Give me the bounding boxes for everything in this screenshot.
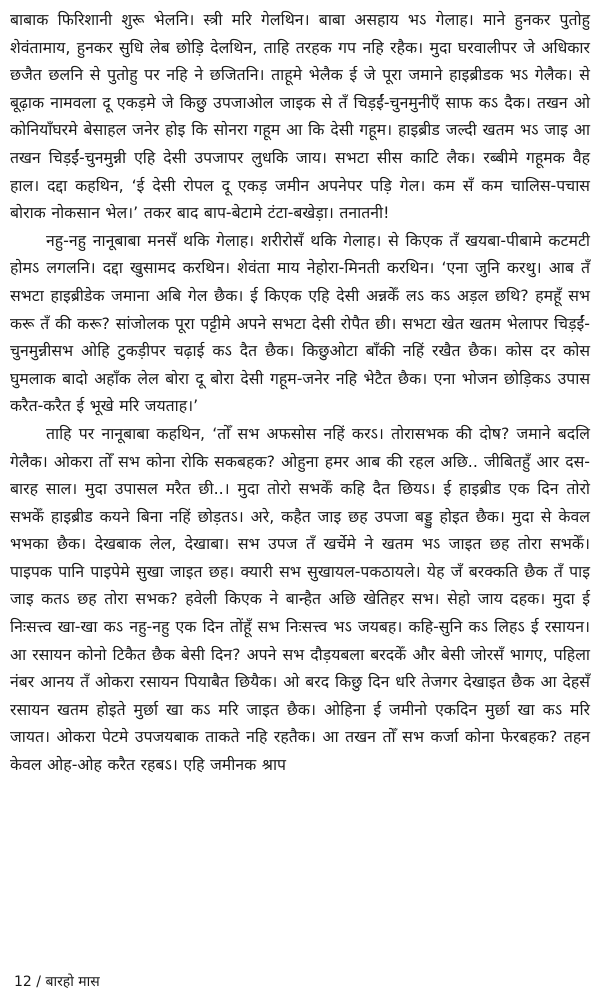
paragraph-2: नहु-नहु नानूबाबा मनसँ थकि गेलाह। शरीरोसँ थकि गेलाह। से किएक तँ खयबा-पीबामे कटमटी होमऽ लगलनि। दद्दा खुसामद करथिन। शेवंता माय नेहोरा-मिनती करथिन। ‘एना जुनि करथु। आब तँ सभटा हाइब्रीडेक जमाना अबि गेल छैक। ई किएक एहि देसी अन्नकेँ लऽ कऽ अड़ल छथि? हमहूँ सभ करू तँ की करू? सांजोलक पूरा पट्टीमे अपने सभटा देसी रोपैत छी। सभटा खेत खतम भेलापर चिड़ईं-चुनमुन्नीसभ ओहि टुकड़ीपर चढ़ाई कऽ दैत छैक। किछुओटा बाँकी नहिं रखैत छैक। कोस दर कोस घुमलाक बादो अहाँक लेल बोरा दू बोरा देसी गहूम-जनेर नहि भेटैत छैक। एना भोजन छोड़िकऽ उपास करैत-करैत ई भूखे मरि जयताह।’ — [10, 230, 590, 416]
page-footer — [14, 972, 100, 992]
book-title: बारहो मास — [45, 974, 100, 990]
footer-separator: / — [36, 974, 41, 990]
page-body-text — [10, 6, 590, 779]
paragraph-3: ताहि पर नानूबाबा कहथिन, ‘तोँ सभ अफसोस नहिं करऽ। तोरासभक की दोष? जमाने बदलि गेलैक। ओकरा तोँ सभ कोना रोकि सकबहक? ओहुना हमर आब की रहल अछि.. जीबितहुँ आर दस-बारह साल। मुदा उपासल मरैत छी..। मुदा तोरो सभकेँ कहि दैत छियऽ। ई हाइब्रीड एक दिन तोरो सभकेँ हाइब्रीड कयने बिना नहिं छोड़तऽ। अरे, कहैत जाइ छह उपजा बड्डु होइत छैक। मुदा से केवल भभका छैक। देखबाक लेल, देखाबा। सभ उपज तँ खर्चेमे ने खतम भऽ जाइत छह तोरा सभकेँ। पाइपक पानि पाइपेमे सुखा जाइत छह। क्यारी सभ सुखायल-पकठायले। येह जँ बरक्कति छैक तँ पाइ जाइ कतऽ छह तोरा सभक? हवेली किएक ने बान्हैत अछि खेतिहर सभ। सेहो जाय दहक। मुदा ई निःसत्त्व खा-खा कऽ नहु-नहु एक दिन तोंहूँ सभ निःसत्त्व भऽ जयबह। कहि-सुनि कऽ लिहऽ ई रसायन। आ रसायन कोनो टिकैत छैक बेसी दिन? अपने सभ दौड़यबला बरदकेँ और बेसी जोरसँ भागए, पहिला नंबर आनय तँ ओकरा रसायन पियाबैत छियैक। ओ बरद किछु दिन धरि तेजगर देखाइत छैक आ देहसँ रसायन खतम होइते मुर्छा खा कऽ मरि जाइत छैक। ओहिना ई जमीनो एकदिन मुर्छा खा कऽ मरि जायत। ओकरा पेटमे उपजयबाक ताकते नहि रहतैक। आ तखन तोँ सभ कर्जा कोना फेरबहक? तहन केवल ओह-ओह करैत रहबऽ। एहि जमीनक श्राप — [10, 423, 590, 775]
paragraph-1: बाबाक फिरिशानी शुरू भेलनि। स्त्री मरि गेलथिन। बाबा असहाय भऽ गेलाह। माने हुनकर पुतोहु शेवंतामाय, हुनकर सुधि लेब छोड़ि देलथिन, ताहि तरहक गप नहि रहैक। मुदा घरवालीपर जे अधिकार छजैत छलनि से पुतोहु पर नहि ने छजितनि। ताहूमे भेलैक ई जे पूरा जमाने हाइब्रीडक भऽ गेलैक। से बूढ़ाक नामवला दू एकड़मे जे किछु उपजाओल जाइक से तँ चिड़ईं-चुनमुनीएँ साफ कऽ दैक। तखन ओ कोनियाँघरमे बेसाहल जनेर होइ कि सोनरा गहूम आ कि देसी गहूम। हाइब्रीड जल्दी खतम भऽ जाइ आ तखन चिड़ईं-चुनमुन्नी एहि देसी उपजापर लुधकि जाय। सभटा सीस काटि लैक। रब्बीमे गहूमक वैह हाल। दद्दा कहथिन, ‘ई देसी रोपल दू एकड़ जमीन अपनेपर पड़ि गेल। कम सँ कम चालिस-पचास बोराक नोकसान भेल।’ तकर बाद बाप-बेटामे टंटा-बखेड़ा। तनातनी! — [10, 10, 590, 223]
page-number: 12 — [14, 974, 32, 990]
